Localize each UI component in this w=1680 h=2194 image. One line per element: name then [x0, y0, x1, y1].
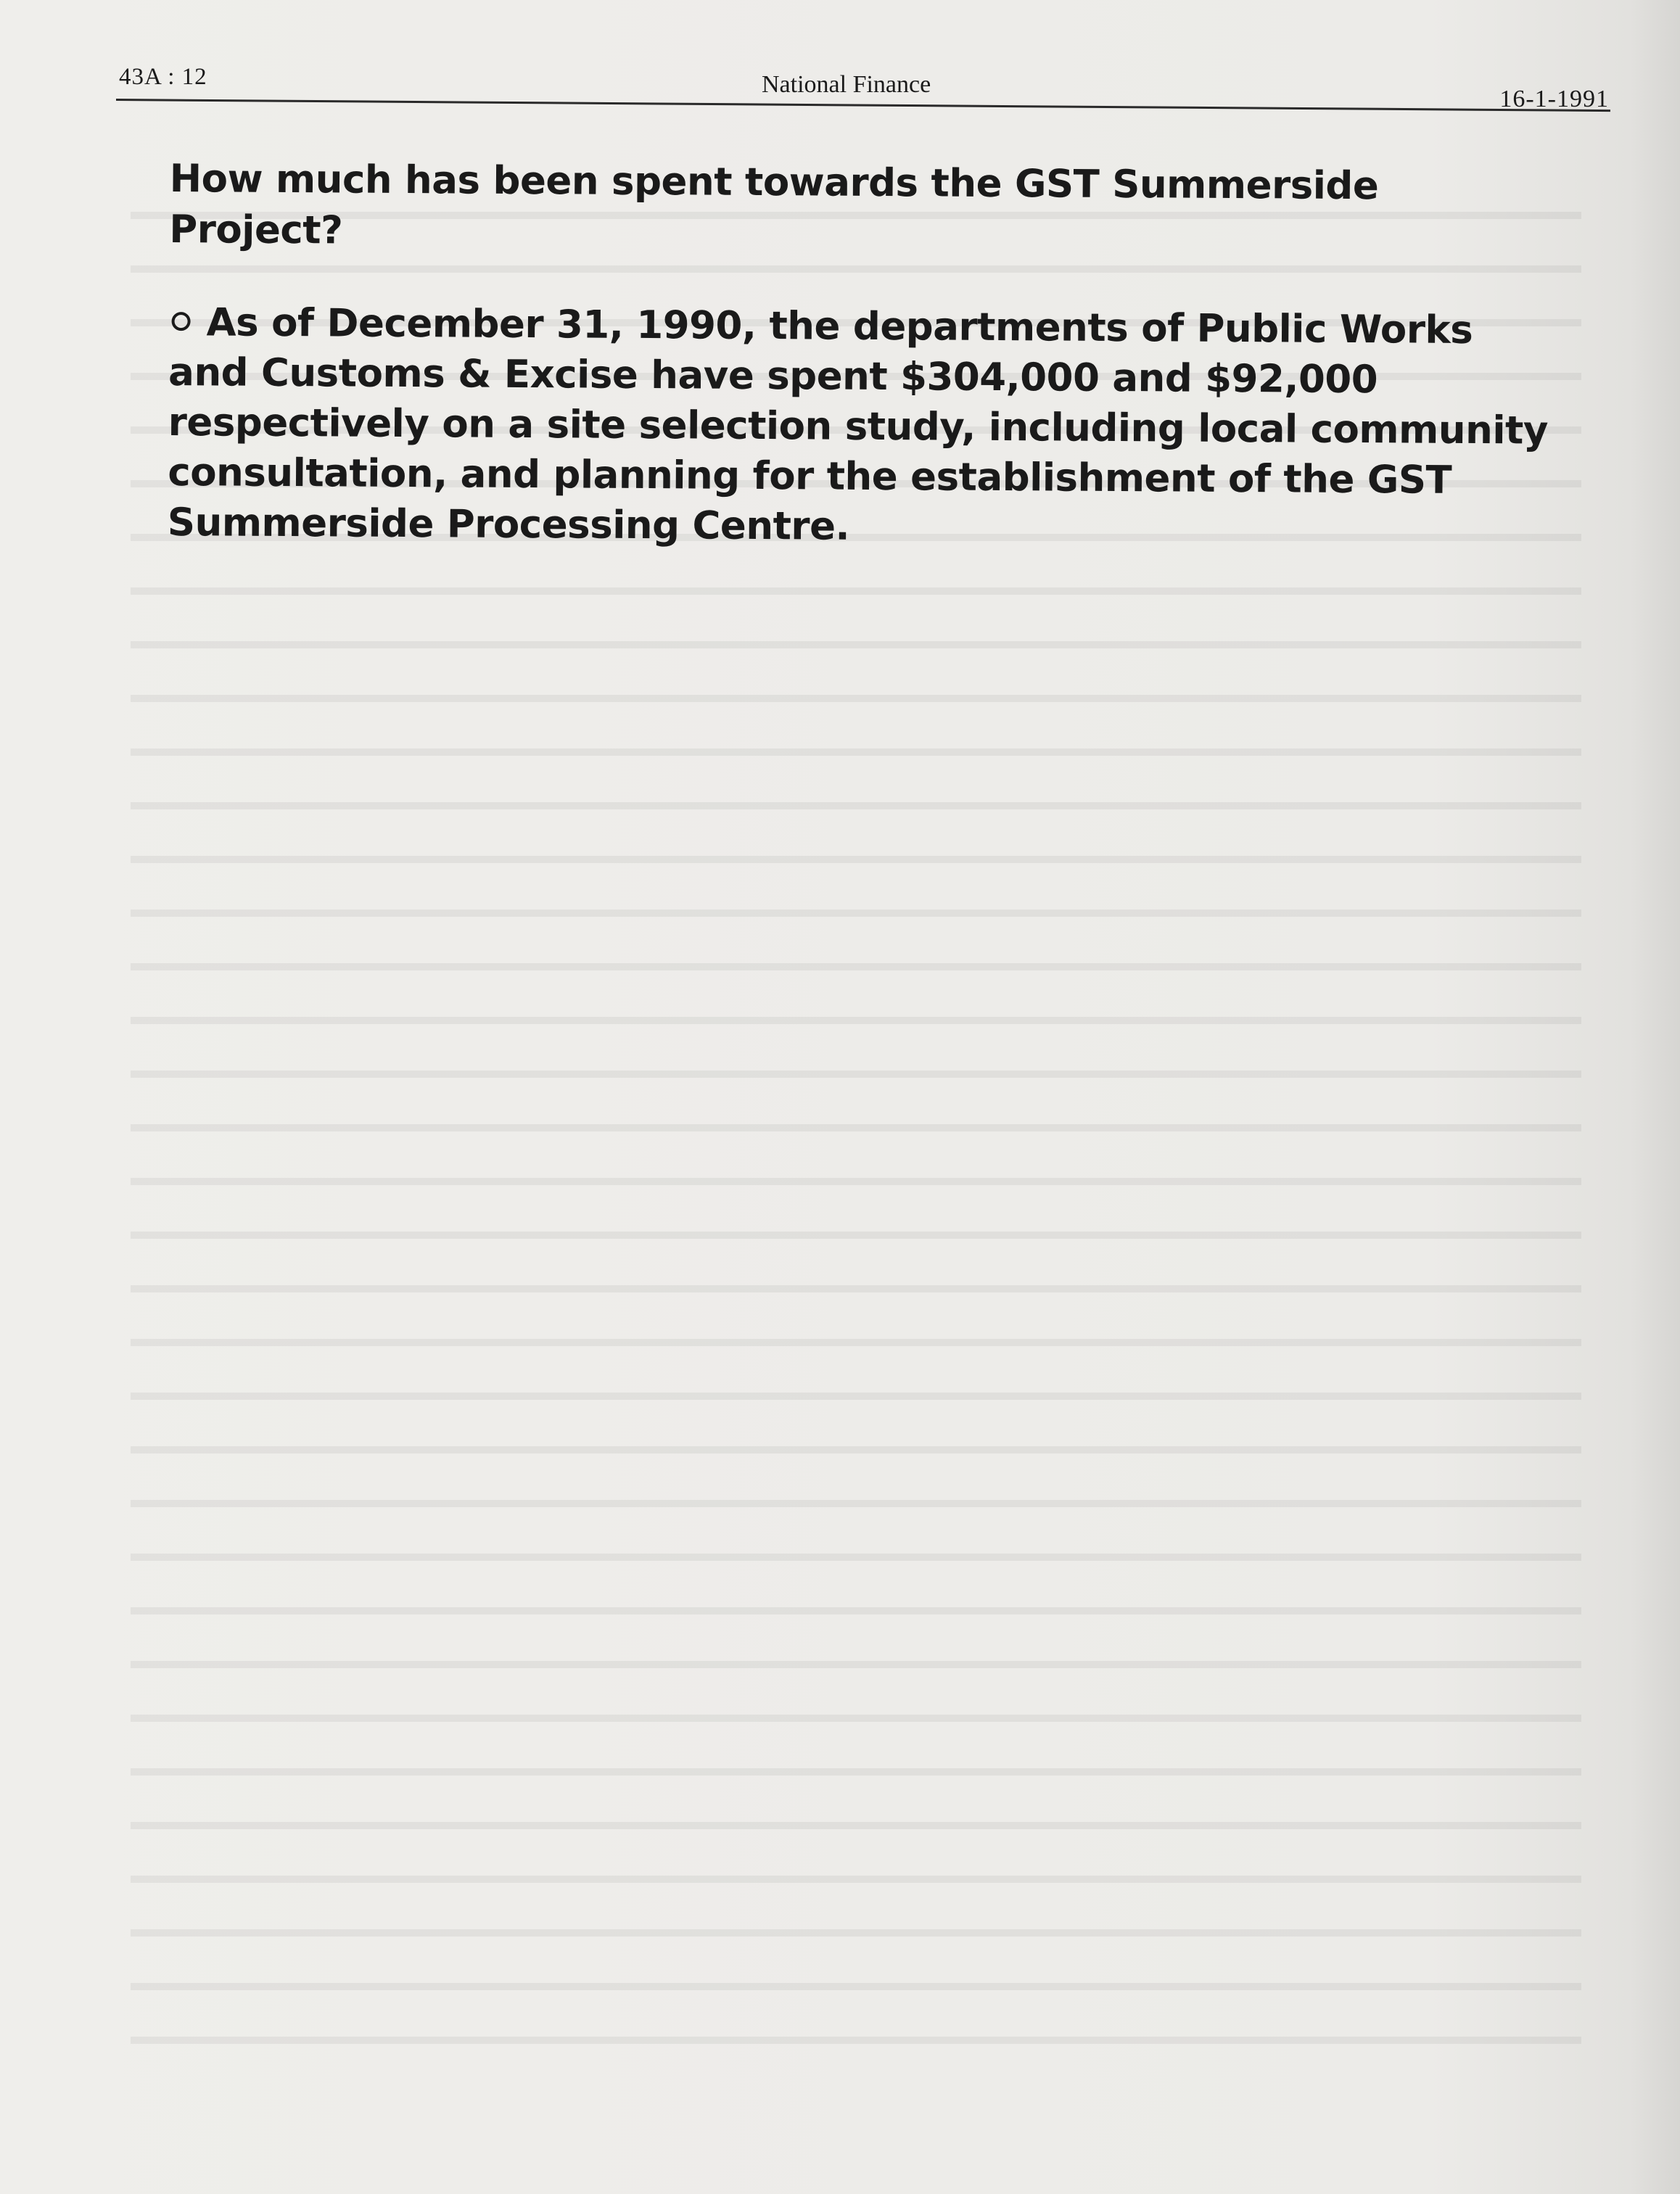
question-text: How much has been spent towards the GST Summerside Project?	[169, 156, 1379, 253]
answer-paragraph	[168, 297, 1562, 556]
header-date: 16-1-1991	[1499, 86, 1609, 112]
circle-bullet-icon	[172, 312, 191, 331]
section-title: National Finance	[762, 71, 931, 98]
qa-block	[168, 154, 1562, 556]
page-header	[116, 64, 1610, 122]
page-reference: 43A : 12	[119, 64, 207, 90]
answer-text: As of December 31, 1990, the departments of Public Works and Customs & Excise have spent $304,000 and $92,000 respectively on a site selection study, including local community consultation, and planning for the establishment of the GST Summerside Processing Centre.	[167, 300, 1549, 549]
